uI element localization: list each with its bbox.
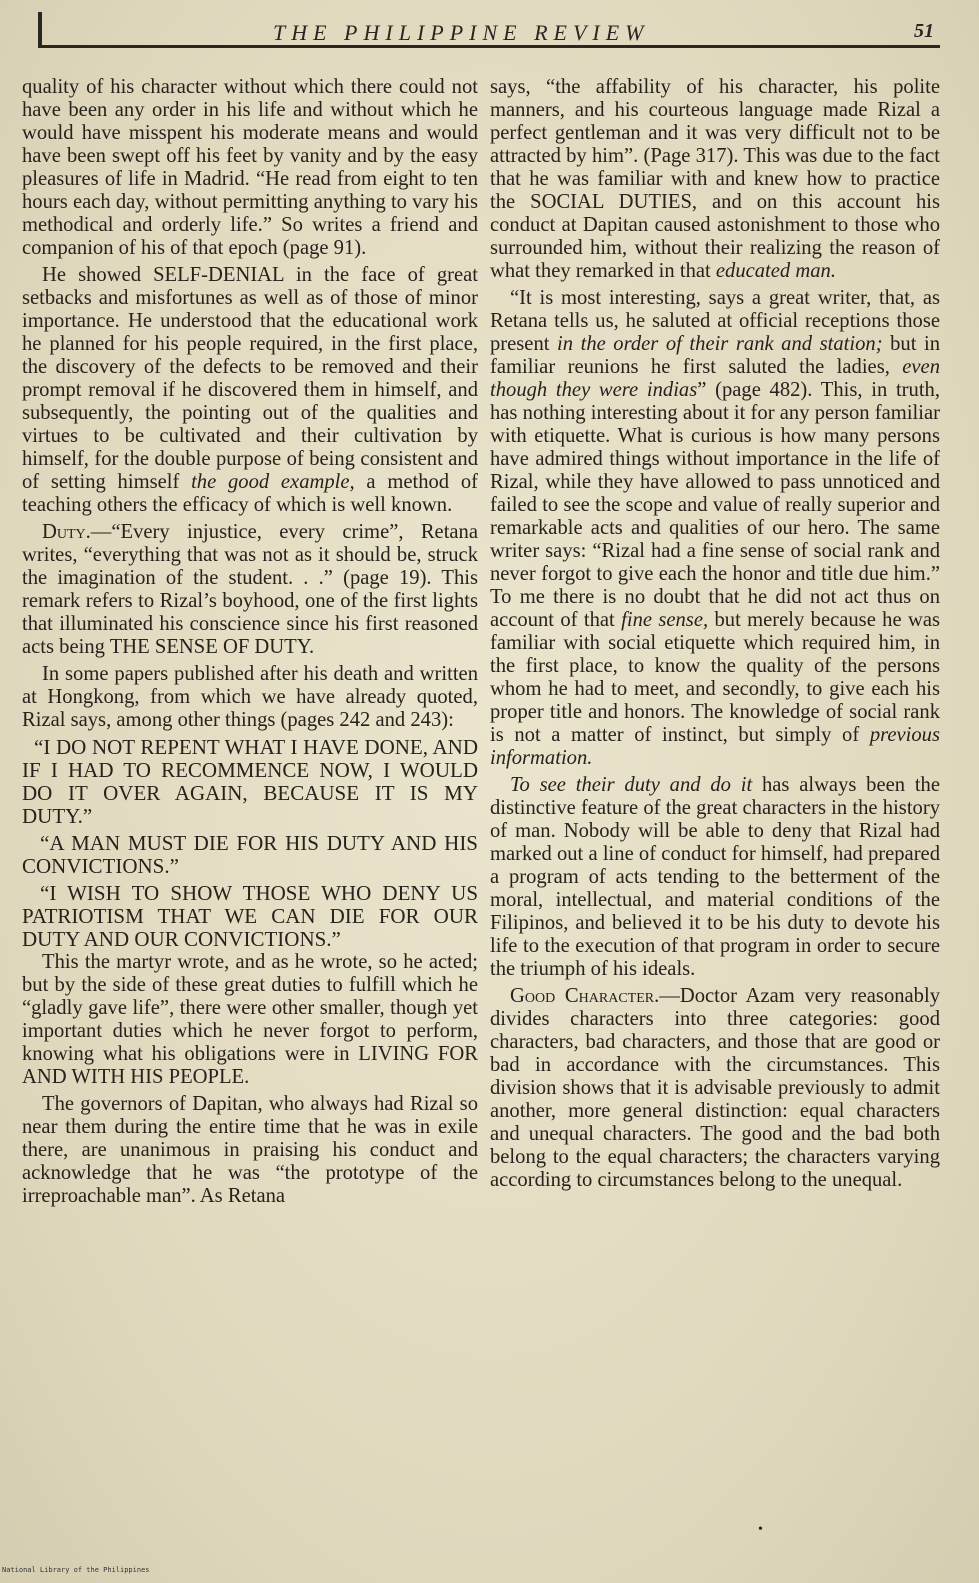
paragraph: In some papers published after his death and written at Hongkong, from which we have already quoted, Rizal says, among other things (pages 242 and 243): xyxy=(22,663,478,731)
section-heading-good-character: Good Character. xyxy=(510,985,660,1007)
text-run: “It is most interesting, says a great writer, that, as Retana tells us, he saluted at official receptions those present xyxy=(490,287,940,355)
emphasis: even though they were indias xyxy=(490,356,940,401)
header-vertical-rule xyxy=(38,12,42,48)
page-number: 51 xyxy=(914,20,934,42)
paragraph xyxy=(490,76,940,283)
library-credit: National Library of the Philippines xyxy=(2,1566,150,1574)
emphasis: To see their duty and do it xyxy=(510,774,753,796)
text-run: He showed SELF-DENIAL in the face of great setbacks and misfortunes as well as of those of minor importance. He understood that the educational work he planned for his people required, in the first place, the discovery of the defects to be removed and their prompt removal if he discovered them in himself, and subsequently, the pointing out of the qualities and virtues to be cultivated and their cultivation by himself, for the double purpose of being consistent and of setting himself xyxy=(22,264,478,493)
text-run: —Doctor Azam very reasonably divides characters into three categories: good characters, bad characters, and those that are good or bad in accordance with the circumstances. This division shows that it is advisable previously to admit another, more general distinction: equal characters and unequal characters. The good and the bad both belong to the equal characters; the characters varying according to circumstances belong to the unequal. xyxy=(490,985,940,1191)
emphasis: previous information. xyxy=(490,724,940,769)
paragraph-duty xyxy=(22,521,478,659)
quotation: “I DO NOT REPENT WHAT I HAVE DONE, AND IF I HAD TO RECOMMENCE NOW, I WOULD DO IT OVER AGAIN, BECAUSE IT IS MY DUTY.” xyxy=(22,735,478,828)
text-run: but merely because he was familiar with social etiquette which required him, in the first place, to know the quality of the persons whom he had to meet, and secondly, to give each his proper title and honors. The knowledge of social rank is not a matter of instinct, but simply of xyxy=(490,609,940,746)
text-run: has always been the distinctive feature of the great characters in the history of man. Nobody will be able to deny that Rizal had marked out a line of conduct for himself, had prepared a program of acts tending to the betterment of the moral, intellectual, and material conditions of the Filipinos, and believed it to be his duty to devote his life to the execution of that program in order to secure the triumph of his ideals. xyxy=(490,774,940,980)
paragraph xyxy=(490,774,940,981)
text-run: but in familiar reunions he first saluted the ladies, xyxy=(490,333,940,378)
emphasis: in the order of their rank and station; xyxy=(557,333,883,355)
text-run: ” (page 482). This, in truth, has nothing interesting about it for any person familiar with etiquette. What is curious is how many persons have admired things without importance in the life of Rizal, while they have allowed to pass unnoticed and failed to see the scope and value of really superior and remarkable acts and qualities of our hero. The same writer says: “Rizal had a fine sense of social rank and never forgot to give each the honor and title due him.” To me there is no doubt that he did not act thus on account of that xyxy=(490,379,940,631)
text-run: says, “the affability of his character, his polite manners, and his courteous language made Rizal a perfect gentleman and it was very difficult not to be attracted by him”. (Page 317). This was due to the fact that he was familiar with and knew how to practice the SOCIAL DUTIES, and on this account his conduct at Dapitan caused astonishment to those who surrounded him, without their realizing the reason of what they remarked in that xyxy=(490,76,940,282)
paragraph xyxy=(490,287,940,770)
paragraph-self-denial xyxy=(22,264,478,517)
text-run: a method of teaching others the efficacy of which is well known. xyxy=(22,471,478,516)
emphasis: the good example, xyxy=(191,471,355,493)
quotation: “I WISH TO SHOW THOSE WHO DENY US PATRIOTISM THAT WE CAN DIE FOR OUR DUTY AND OUR CONVICTIONS.” xyxy=(22,881,478,951)
paragraph: The governors of Dapitan, who always had Rizal so near them during the entire time that he was in exile there, are unanimous in praising his conduct and acknowledge that he was “the prototype of the irreproachable man”. As Retana xyxy=(22,1093,478,1207)
section-heading-duty: Duty. xyxy=(42,521,91,543)
left-column xyxy=(22,76,478,1212)
paragraph: quality of his character without which there could not have been any order in his life and without which he would have misspent his moderate means and would have been swept off his feet by vanity and by the easy pleasures of life in Madrid. “He read from eight to ten hours each day, without permitting anything to vary his methodical and orderly life.” So writes a friend and companion of his of that epoch (page 91). xyxy=(22,76,478,259)
paragraph-good-character xyxy=(490,985,940,1192)
right-column xyxy=(490,76,940,1196)
emphasis: fine sense, xyxy=(621,609,709,631)
journal-title: THE PHILIPPINE REVIEW xyxy=(273,20,650,45)
emphasis: educated man. xyxy=(715,260,836,282)
paragraph: This the martyr wrote, and as he wrote, so he acted; but by the side of these great duties to fulfill which he “gladly gave life”, there were other smaller, though yet important duties which he never forgot to perform, knowing what his obligations were in LIVING FOR AND WITH HIS PEOPLE. xyxy=(22,951,478,1088)
quotation: “A MAN MUST DIE FOR HIS DUTY AND HIS CONVICTIONS.” xyxy=(22,831,478,878)
text-run: —“Every injustice, every crime”, Retana writes, “everything that was not as it should be, struck the imagination of the student. . .” (page 19). This remark refers to Rizal’s boyhood, one of the first lights that illuminated his conscience since his first reasoned acts being THE SENSE OF DUTY. xyxy=(22,521,478,658)
running-header xyxy=(18,12,940,48)
page-mark: • xyxy=(758,1522,763,1537)
